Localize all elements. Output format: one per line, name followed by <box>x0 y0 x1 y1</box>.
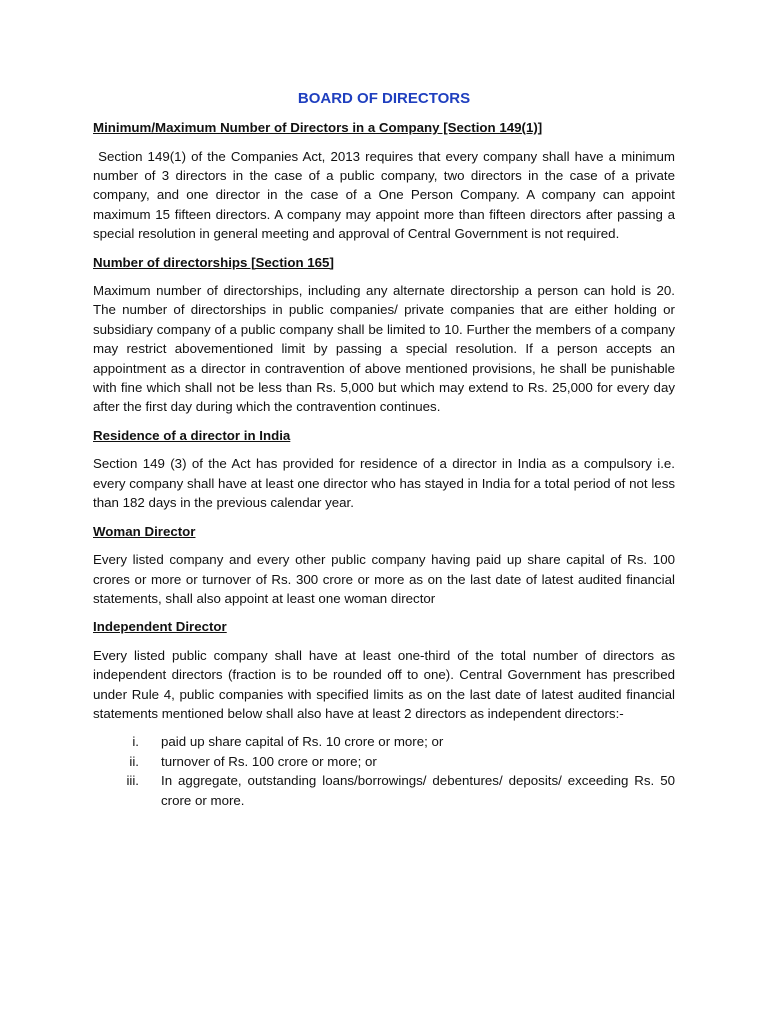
section-heading: Independent Director <box>93 619 227 635</box>
list-item <box>93 771 675 810</box>
section-min-max-directors <box>93 118 679 244</box>
section-number-of-directorships <box>93 253 675 417</box>
document-page <box>93 88 679 810</box>
section-heading: Minimum/Maximum Number of Directors in a Company [Section 149(1)] <box>93 120 543 135</box>
section-heading: Number of directorships [Section 165] <box>93 254 334 270</box>
section-independent-director <box>93 617 675 810</box>
section-heading: Residence of a director in India <box>93 427 291 443</box>
list-marker: i. <box>132 734 139 750</box>
list-marker: iii. <box>126 773 139 789</box>
section-paragraph: Section 149(1) of the Companies Act, 2013 requires that every company shall have a minimum number of 3 directors in the case of a public company, two directors in the case of a private company, and one director in the case of a One Person Company. A company can appoint maximum 15 fifteen directors. A company may appoint more than fifteen directors after passing a special resolution in general meeting and approval of Central Government is not required. <box>93 148 679 242</box>
section-paragraph: Maximum number of directorships, including any alternate directorship a person can hold is 20. The number of directorships in public companies/ private companies that are either holding or subsidiary company of a public company shall be limited to 10. Further the members of a company may restrict abovementioned limit by passing a special resolution. If a person accepts an appointment as a director in contravention of above mentioned provisions, he shall be punishable with fine which shall not be less than Rs. 5,000 but which may extend to Rs. 25,000 for every day after the first day during which the contravention continues. <box>93 283 675 415</box>
list-marker: ii. <box>129 753 139 769</box>
list-item <box>93 752 675 771</box>
section-paragraph: Section 149 (3) of the Act has provided for residence of a director in India as a compulsory i.e. every company shall have at least one director who has stayed in India for a total period of not less than 182 days in the previous calendar year. <box>93 456 675 511</box>
section-residence-of-director <box>93 426 675 513</box>
section-paragraph: Every listed company and every other public company having paid up share capital of Rs. 100 crores or more or turnover of Rs. 300 crore or more as on the last date of latest audited financial statements, shall also appoint at least one woman director <box>93 552 675 606</box>
section-heading: Woman Director <box>93 523 196 539</box>
list-item-text: paid up share capital of Rs. 10 crore or more; or <box>161 734 444 750</box>
independent-director-criteria-list <box>93 732 675 810</box>
section-woman-director <box>93 522 675 609</box>
document-title: BOARD OF DIRECTORS <box>297 90 471 107</box>
section-paragraph: Every listed public company shall have at least one-third of the total number of directors as independent directors (fraction is to be rounded off to one). Central Government has prescribed under Rule 4, public companies with specified limits as on the last date of latest audited financial statements mentioned below shall also have at least 2 directors as independent directors:- <box>93 647 675 722</box>
list-item-text: turnover of Rs. 100 crore or more; or <box>161 753 377 769</box>
list-item <box>93 732 675 751</box>
list-item-text: In aggregate, outstanding loans/borrowings/ debentures/ deposits/ exceeding Rs. 50 crore or more. <box>161 773 675 808</box>
